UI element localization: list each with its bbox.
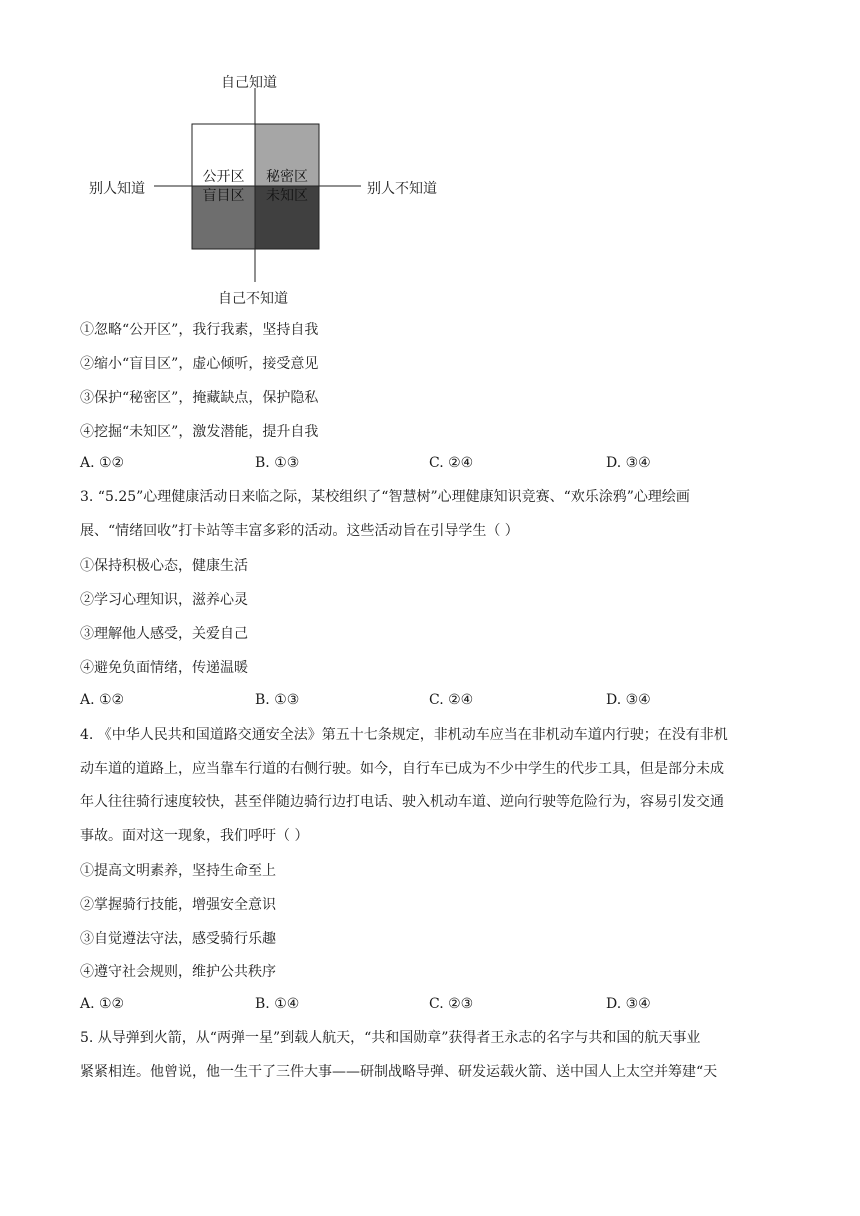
q3-item-3: ③理解他人感受，关爱自己 [80, 626, 248, 642]
q3-item-4: ④避免负面情绪，传递温暖 [80, 660, 248, 676]
q4-option-b[interactable]: B. ①④ [255, 996, 300, 1012]
q4-option-c[interactable]: C. ②③ [429, 996, 474, 1012]
secret-area-label: 秘密区 [266, 169, 308, 185]
q3-option-d[interactable]: D. ③④ [606, 692, 651, 708]
q4-stem-line-2: 动车道的道路上，应当靠车行道的右侧行驶。如今，自行车已成为不少中学生的代步工具，但是部分未成 [80, 760, 724, 777]
left-axis-label: 别人知道 [89, 181, 145, 197]
q2-item-2: ②缩小“盲目区”，虚心倾听，接受意见 [80, 356, 319, 372]
q4-stem-line-3: 年人往往骑行速度较快，甚至伴随边骑行边打电话、驶入机动车道、逆向行驶等危险行为，容易引发交通 [80, 794, 724, 810]
q2-options [80, 455, 780, 475]
q2-item-1: ①忽略“公开区”，我行我素，坚持自我 [80, 322, 319, 338]
johari-window-diagram [80, 66, 460, 306]
q5-stem [80, 1022, 780, 1089]
q3-option-c[interactable]: C. ②④ [429, 692, 474, 708]
q2-option-d[interactable]: D. ③④ [606, 455, 651, 471]
q3-option-a[interactable]: A. ①② [80, 692, 125, 708]
q4-item-3: ③自觉遵法守法，感受骑行乐趣 [80, 931, 276, 947]
q4-stem-line-1: 4. 《中华人民共和国道路交通安全法》第五十七条规定，非机动车应当在非机动车道内行驶；在没有非机 [80, 727, 728, 743]
q3-option-b[interactable]: B. ①③ [255, 692, 300, 708]
q4-options [80, 996, 780, 1016]
q2-item-4: ④挖掘“未知区”，激发潜能，提升自我 [80, 424, 319, 440]
q2-option-a[interactable]: A. ①② [80, 455, 125, 471]
q5-stem-line-1: 5. 从导弹到火箭，从“两弹一星”到载人航天，“共和国勋章”获得者王永志的名字与共和国的航天事业 [80, 1030, 701, 1046]
bottom-axis-label: 自己不知道 [218, 291, 288, 307]
unknown-area-label: 未知区 [266, 188, 308, 204]
right-axis-label: 别人不知道 [367, 181, 437, 197]
q3-stem-line-1: 3. “5.25”心理健康活动日来临之际，某校组织了“智慧树”心理健康知识竞赛、“欢乐涂鸦”心理绘画 [80, 489, 690, 505]
q3-options [80, 692, 780, 712]
q2-option-b[interactable]: B. ①③ [255, 455, 300, 471]
q4-stem-line-4: 事故。面对这一现象，我们呼吁（ ） [80, 827, 309, 844]
q5-stem-line-2: 紧紧相连。他曾说，他一生干了三件大事——研制战略导弹、研发运载火箭、送中国人上太空并筹建“天 [80, 1063, 718, 1080]
q3-item-2: ②学习心理知识，滋养心灵 [80, 592, 248, 608]
top-axis-label: 自己知道 [221, 75, 277, 91]
q4-item-2: ②掌握骑行技能，增强安全意识 [80, 897, 276, 913]
q2-item-3: ③保护“秘密区”，掩藏缺点，保护隐私 [80, 390, 319, 406]
q3-item-1: ①保持积极心态，健康生活 [80, 558, 248, 574]
q3-stem [80, 481, 780, 548]
q4-item-4: ④遵守社会规则，维护公共秩序 [80, 964, 276, 980]
q4-option-d[interactable]: D. ③④ [606, 996, 651, 1012]
open-area-label: 公开区 [202, 169, 245, 185]
q3-stem-line-2: 展、“情绪回收”打卡站等丰富多彩的活动。这些活动旨在引导学生（ ） [80, 522, 519, 539]
q4-item-1: ①提高文明素养，坚持生命至上 [80, 863, 276, 879]
q4-option-a[interactable]: A. ①② [80, 996, 125, 1012]
blind-area-label: 盲目区 [202, 188, 245, 204]
q2-option-c[interactable]: C. ②④ [429, 455, 474, 471]
q4-stem [80, 719, 780, 853]
